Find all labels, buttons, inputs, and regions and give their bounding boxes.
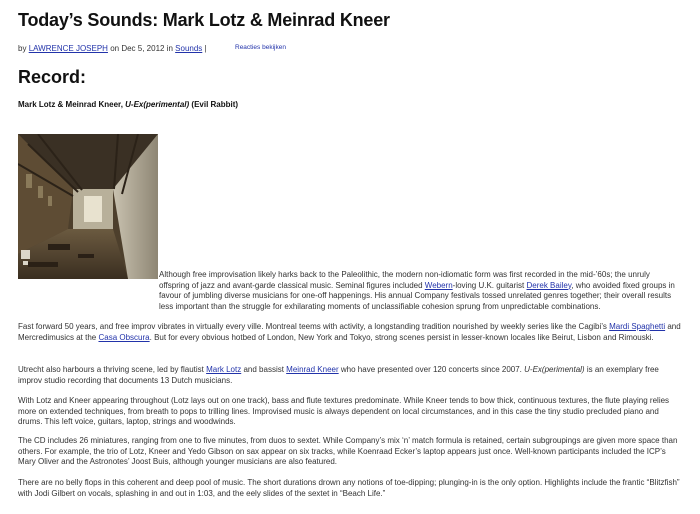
mark-lotz-link[interactable]: Mark Lotz — [206, 365, 242, 374]
meinrad-kneer-link[interactable]: Meinrad Kneer — [286, 365, 339, 374]
derek-bailey-link[interactable]: Derek Bailey — [526, 280, 572, 290]
paragraph-5: The CD includes 26 miniatures, ranging from one to five minutes, from duos to sextet. While Company’s mix ‘n’ match formula is retained, certain subgroupings are given more space than others. For example, the trio of Lotz, Kneer and Yedo Gibson on sax appear on six tracks, while Koenraad Ecker’s laptop appears just once. Well-known participants included the ICP’s Mary Oliver and the Astronotes’ Joost Buis, although younger musicians are also featured. — [18, 436, 678, 466]
record-artists: Mark Lotz & Meinrad Kneer, — [18, 100, 123, 109]
byline-date: on Dec 5, 2012 in — [110, 44, 173, 53]
section-heading: Record: — [18, 67, 87, 87]
paragraph-3 — [18, 365, 682, 386]
paragraph-2-text-2: and Mercredimusics at the — [18, 322, 681, 342]
paragraph-1-text-3: , who avoided fixed groups in favour of jumbling diverse musicians for one-off happenings. His annual Company festivals tossed unrelated genres together; their overall results less important than the struggle for exhilarating moments of unclassifiable cohesion sprung from unpredictable combinations. — [159, 280, 675, 311]
paragraph-1-lead — [18, 270, 682, 312]
webern-link[interactable]: Webern — [424, 280, 453, 290]
view-comments-link[interactable]: Reacties bekijken — [235, 44, 286, 51]
record-label: (Evil Rabbit) — [191, 100, 239, 109]
paragraph-2 — [18, 322, 682, 343]
paragraph-4: With Lotz and Kneer appearing throughout (Lotz lays out on one track), bass and flute textures predominate. While Kneer tends to bow thick, continuous textures, the flute playing relies more on extended techniques, from breath to pops to trilling lines. Improvised music is always dependent on local circumstances, and in this case the tiny studio precluded piano and drums. This left voice, guitars, laptop, strings and woodwinds. — [18, 396, 670, 426]
album-cover-image — [18, 134, 158, 279]
paragraph-3-text-1: Utrecht also harbours a thriving scene, led by flautist — [18, 365, 204, 374]
casa-obscura-link[interactable]: Casa Obscura — [98, 332, 150, 342]
paragraph-6: There are no belly flops in this coherent and deep pool of music. The short durations drown any notions of toe-dipping; plunging-in is the only option. Highlights include the frantic “Blitzfish” with Jodi Gilbert on vocals, splashing in and out in 1:03, and the eely slides of the sextet in “Beach Life.” — [18, 478, 680, 498]
paragraph-3-album: U-Ex(perimental) — [524, 365, 585, 374]
paragraph-2-text-3: . But for every obvious hotbed of London, New York and Tokyo, strong scenes persist in lesser-known locales like Beirut, Lisbon and Rimouski. — [149, 332, 654, 342]
paragraph-1 — [18, 270, 682, 312]
paragraph-3-text-3: who have presented over 120 concerts since 2007. — [340, 365, 522, 374]
paragraph-3-text-4: is an exemplary free improv studio recording that documents 13 Dutch musicians. — [18, 365, 659, 385]
record-album: U-Ex(perimental) — [125, 100, 190, 109]
byline — [18, 44, 207, 53]
author-link[interactable]: LAWRENCE JOSEPH — [28, 44, 108, 53]
paragraph-3-text-2: and bassist — [243, 365, 284, 374]
record-subhead — [18, 100, 238, 109]
mardi-spaghetti-link[interactable]: Mardi Spaghetti — [609, 322, 666, 331]
paragraph-2-text-1: Fast forward 50 years, and free improv vibrates in virtually every ville. Montreal teems with activity, a longstanding tradition nourished by weekly series like the Cagibi’s — [18, 322, 607, 331]
byline-by: by — [18, 44, 27, 53]
paragraph-1-text-1: Although free improvisation likely harks back to the Paleolithic, the modern non-idiomatic form was first recorded in the mid-’60s; the unruly offspring of jazz and avant-garde classical music. Seminal figures included — [159, 270, 650, 290]
byline-separator: | — [204, 44, 207, 53]
paragraph-1-text-2: -loving U.K. guitarist — [452, 280, 525, 290]
category-link[interactable]: Sounds — [175, 44, 203, 53]
article-title: Today’s Sounds: Mark Lotz & Meinrad Kneer — [18, 10, 390, 30]
